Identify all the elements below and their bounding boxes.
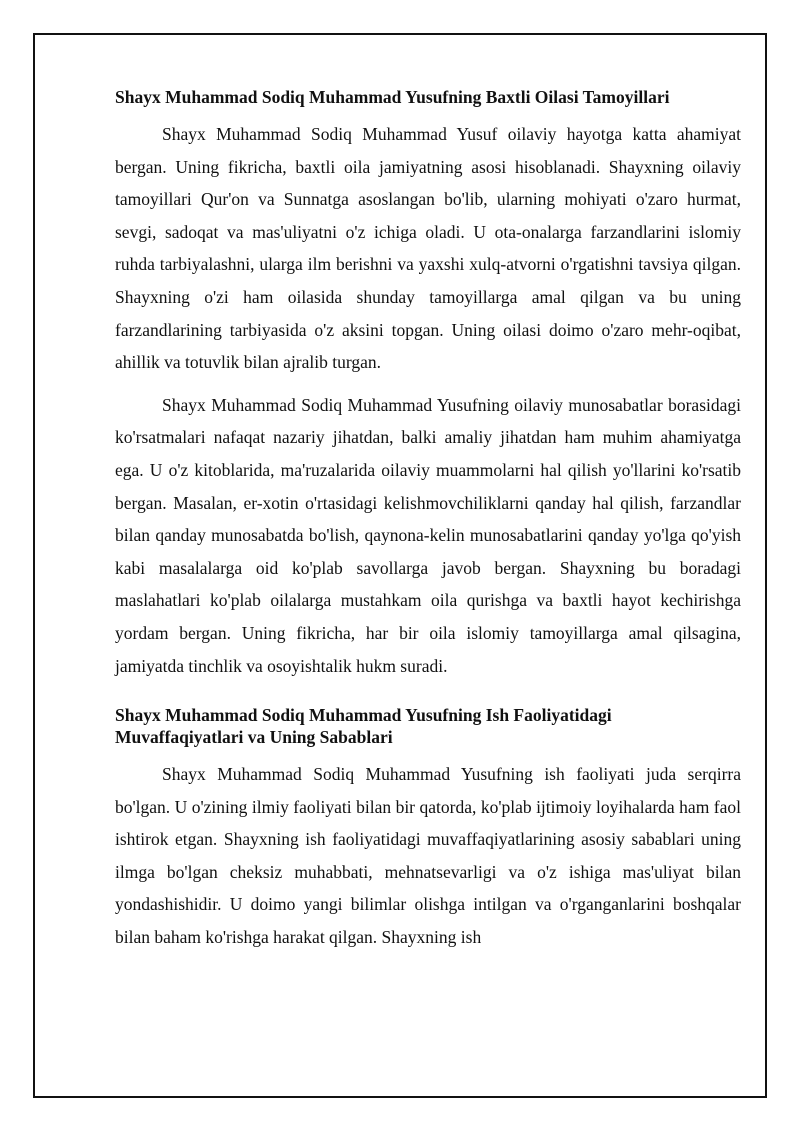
section-heading: Shayx Muhammad Sodiq Muhammad Yusufning Baxtli Oilasi Tamoyillari xyxy=(115,87,670,107)
paragraph: Shayx Muhammad Sodiq Muhammad Yusuf oilaviy hayotga katta ahamiyat bergan. Uning fikricha, baxtli oila jamiyatning asosi hisoblanadi. Shayxning oilaviy tamoyillari Qur'on va Sunnatga asoslangan bo'lib, ularning mohiyati o'zaro hurmat, sevgi, sadoqat va mas'uliyatni o'z ichiga oladi. U ota-onalarga farzandlarini islomiy ruhda tarbiyalashni, ularga ilm berishni va yaxshi xulq-atvorni o'rgatishni tavsiya qilgan. Shayxning o'zi ham oilasida shunday tamoyillarga amal qilgan va bu uning farzandlarining tarbiyasida o'z aksini topgan. Uning oilasi doimo o'zaro mehr-oqibat, ahillik va totuvlik bilan ajralib turgan. xyxy=(115,124,741,373)
paragraph: Shayx Muhammad Sodiq Muhammad Yusufning ish faoliyati juda serqirra bo'lgan. U o'zining ilmiy faoliyati bilan bir qatorda, ko'plab ijtimoiy loyihalarda ham faol ishtirok etgan. Shayxning ish faoliyatidagi muvaffaqiyatlarining asosiy sabablari uning ilmga bo'lgan cheksiz muhabbati, mehnatsevarligi va o'z ishiga mas'uliyat bilan yondashishidir. U doimo yangi bilimlar olishga intilgan va o'rganganlarini boshqalar bilan baham ko'rishga harakat qilgan. Shayxning ish xyxy=(115,764,741,948)
document-body xyxy=(115,86,741,954)
paragraph: Shayx Muhammad Sodiq Muhammad Yusufning oilaviy munosabatlar borasidagi ko'rsatmalari nafaqat nazariy jihatdan, balki amaliy jihatdan ham muhim ahamiyatga ega. U o'z kitoblarida, ma'ruzalarida oilaviy muammolarni hal qilish yo'llarini ko'rsatib bergan. Masalan, er-xotin o'rtasidagi kelishmovchiliklarni qanday hal qilish, farzandlar bilan qanday munosabatda bo'lish, qaynona-kelin munosabatlarini qanday yo'lga qo'yish kabi masalalarga oid ko'plab savollarga javob bergan. Shayxning bu boradagi maslahatlari ko'plab oilalarga mustahkam oila qurishga va baxtli hayot kechirishga yordam bergan. Uning fikricha, har bir oila islomiy tamoyillarga amal qilsagina, jamiyatda tinchlik va osoyishtalik hukm suradi. xyxy=(115,394,741,676)
section-heading: Shayx Muhammad Sodiq Muhammad Yusufning Ish Faoliyatidagi Muvaffaqiyatlari va Uning Sabablari xyxy=(115,705,612,748)
